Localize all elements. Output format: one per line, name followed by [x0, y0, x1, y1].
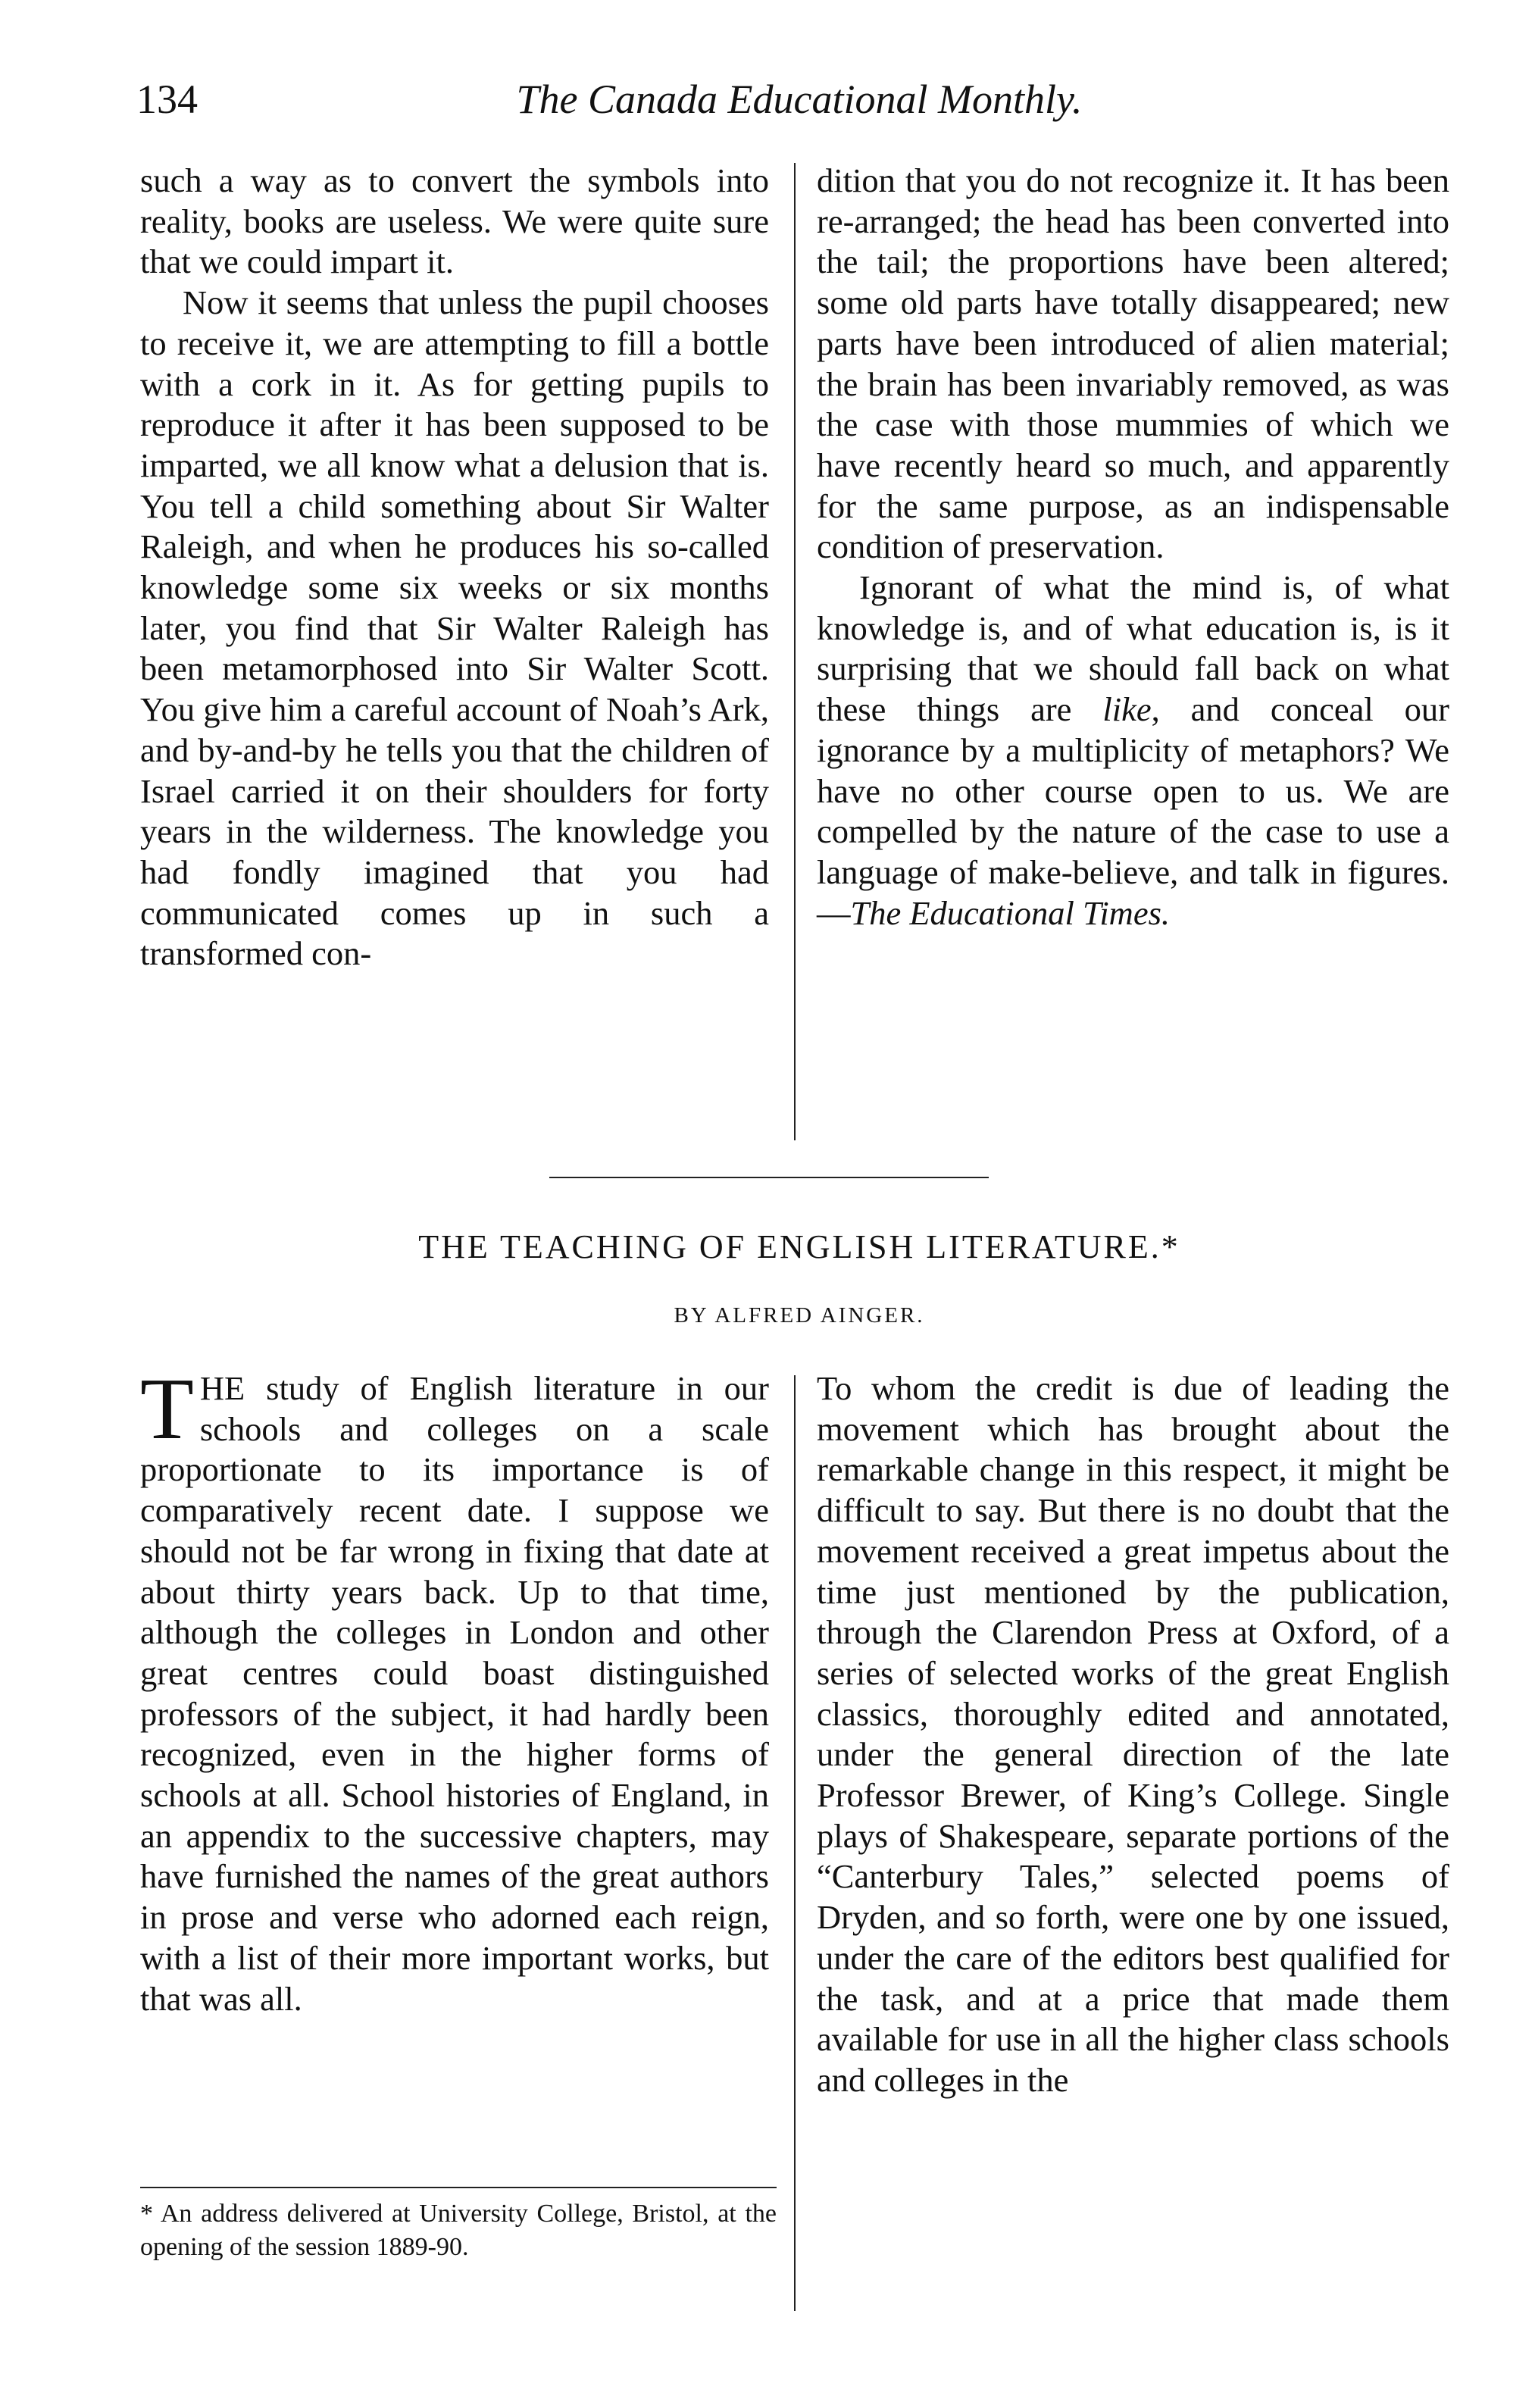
- column-divider: [794, 1375, 796, 2311]
- section-divider: [549, 1177, 989, 1178]
- top-right-column: [817, 161, 1449, 933]
- page-header: [136, 76, 1462, 136]
- paragraph: Now it seems that unless the pupil chooses to receive it, we are attempting to fill a bottle with a cork in it. As for getting pupils to reproduce it after it has been supposed to be imparted, we all know what a delusion that is. You tell a child something about Sir Walter Raleigh, and when he produces his so-called knowledge some six weeks or six months later, you find that Sir Walter Raleigh has been metamorphosed into Sir Walter Scott. You give him a careful account of Noah’s Ark, and by-and-by he tells you that the children of Israel carried it on their shoulders for forty years in the wilderness. The knowledge you had fondly imagined that you had communicated comes up in such a transformed con-: [140, 283, 769, 973]
- paragraph: To whom the credit is due of leading the movement which has brought about the remarkable change in this respect, it might be difficult to say. But there is no doubt that the movement received a great impetus about the time just mentioned by the publication, through the Clarendon Press at Oxford, of a series of selected works of the great English classics, thoroughly edited and annotated, under the general direction of the late Professor Brewer, of King’s College. Single plays of Shakespeare, separate portions of the “Canterbury Tales,” selected poems of Dryden, and so forth, were one by one issued, under the care of the editors best qualified for the task, and at a price that made them available for use in all the higher class schools and colleges in the: [817, 1369, 1449, 2099]
- paragraph: Ignorant of what the mind is, of what knowledge is, and of what education is, is it surprising that we should fall back on what these things are like, and conceal our ignorance by a multiplicity of metaphors? We have no other course open to us. We are compelled by the nature of the case to use a language of make-believe, and talk in figures.—The Educational Times.: [817, 568, 1449, 932]
- article-byline: BY ALFRED AINGER.: [674, 1303, 925, 1328]
- column-divider: [794, 163, 796, 1140]
- emphasis-like: like: [1102, 690, 1152, 729]
- paragraph: dition that you do not recognize it. It has been re-arranged; the head has been converted into the tail; the proportions have been altered; some old parts have totally disappeared; new parts have been introduced of alien material; the brain has been invariably removed, as was the case with those mummies of which we have recently heard so much, and apparently for the same purpose, as an indispensable condition of preservation.: [817, 161, 1449, 566]
- article-right-column: [817, 1368, 1449, 2101]
- journal-title: The Canada Educational Monthly.: [516, 77, 1083, 122]
- source-citation: The Educational Times.: [850, 893, 1171, 932]
- paragraph: such a way as to convert the symbols into reality, books are useless. We were quite sure that we could impart it.: [140, 161, 769, 281]
- article-left-column: [140, 1361, 769, 2019]
- top-left-column: [140, 161, 769, 974]
- footnote: * An address delivered at University College, Bristol, at the opening of the session 1889-90.: [140, 2200, 777, 2261]
- footnote-rule: [140, 2187, 777, 2188]
- paragraph: THE study of English literature in our schools and colleges on a scale proportionate to its importance is of comparatively recent date. I suppose we should not be far wrong in fixing that date at about thirty years back. Up to that time, although the colleges in London and other great centres could boast distinguished professors of the subject, it had hardly been recognized, even in the higher forms of schools at all. School histories of England, in an appendix to the successive chapters, may have furnished the names of the great authors in prose and verse who adorned each reign, with a list of their more important works, but that was all.: [140, 1361, 769, 2018]
- article-title: THE TEACHING OF ENGLISH LITERATURE.*: [418, 1228, 1180, 1265]
- drop-cap: T: [140, 1361, 194, 1458]
- page-number: 134: [136, 77, 198, 122]
